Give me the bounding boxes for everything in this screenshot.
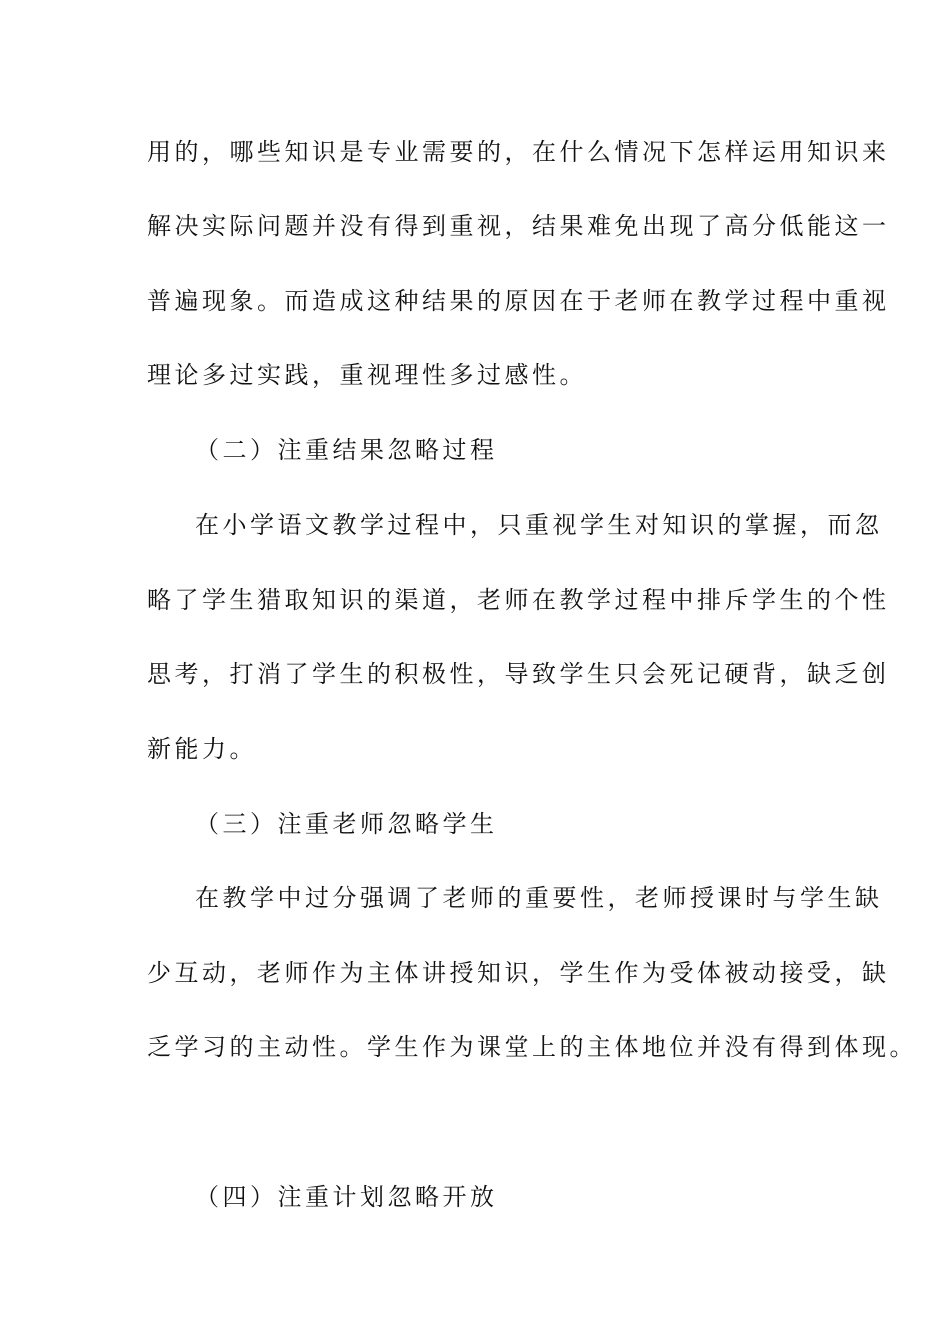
text-line: 用的，哪些知识是专业需要的，在什么情况下怎样运用知识来 xyxy=(147,138,890,166)
section-heading-3: （三）注重老师忽略学生 xyxy=(195,810,498,838)
text-line: 普遍现象。而造成这种结果的原因在于老师在教学过程中重视 xyxy=(147,287,890,315)
text-line: 思考，打消了学生的积极性，导致学生只会死记硬背，缺乏创 xyxy=(147,660,890,688)
text-line: 理论多过实践，重视理性多过感性。 xyxy=(147,361,587,389)
text-line: 乏学习的主动性。学生作为课堂上的主体地位并没有得到体现。 xyxy=(147,1033,917,1061)
text-line: 少互动，老师作为主体讲授知识，学生作为受体被动接受，缺 xyxy=(147,959,890,987)
text-line: 略了学生猎取知识的渠道，老师在教学过程中排斥学生的个性 xyxy=(147,586,890,614)
text-line: 在小学语文教学过程中，只重视学生对知识的掌握，而忽 xyxy=(195,511,883,539)
section-heading-2: （二）注重结果忽略过程 xyxy=(195,436,498,464)
section-heading-4: （四）注重计划忽略开放 xyxy=(195,1183,498,1211)
text-line: 在教学中过分强调了老师的重要性，老师授课时与学生缺 xyxy=(195,884,883,912)
text-line: 新能力。 xyxy=(147,735,257,763)
text-line: 解决实际问题并没有得到重视，结果难免出现了高分低能这一 xyxy=(147,212,890,240)
